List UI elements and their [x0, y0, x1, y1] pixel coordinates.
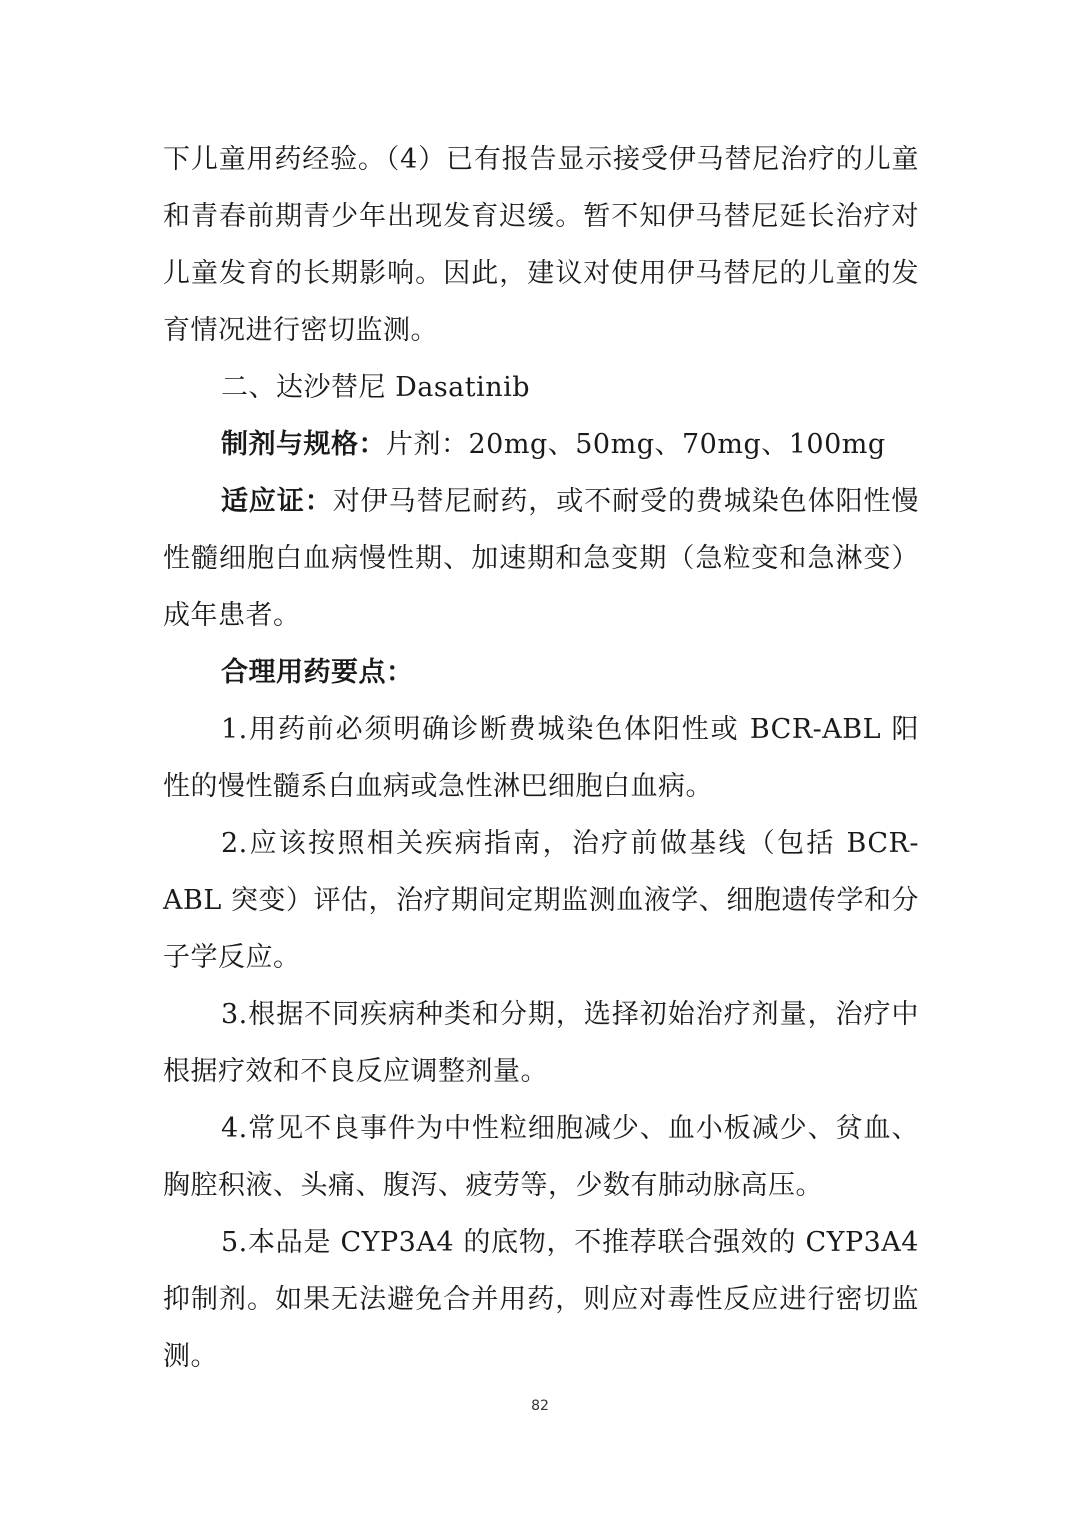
paragraph-key-points-heading — [163, 644, 919, 701]
page-number: 82 — [531, 1398, 549, 1414]
document-body — [163, 131, 919, 1385]
formulation-label: 制剂与规格： — [221, 429, 386, 460]
list-item-2: 2.应该按照相关疾病指南，治疗前做基线（包括 BCR-ABL 突变）评估，治疗期间定期监测血液学、细胞遗传学和分子学反应。 — [163, 828, 919, 973]
paragraph-continuation: 下儿童用药经验。（4）已有报告显示接受伊马替尼治疗的儿童和青春前期青少年出现发育迟缓。暂不知伊马替尼延长治疗对儿童发育的长期影响。因此，建议对使用伊马替尼的儿童的发育情况进行密切监测。 — [163, 144, 919, 346]
formulation-text: 片剂：20mg、50mg、70mg、100mg — [386, 429, 886, 460]
list-item-3: 3.根据不同疾病种类和分期，选择初始治疗剂量，治疗中根据疗效和不良反应调整剂量。 — [163, 999, 919, 1087]
section-heading-dasatinib: 二、达沙替尼 Dasatinib — [221, 372, 531, 403]
key-points-label: 合理用药要点： — [221, 657, 414, 688]
indications-text: 对伊马替尼耐药，或不耐受的费城染色体阳性慢性髓细胞白血病慢性期、加速期和急变期（急粒变和急淋变）成年患者。 — [163, 486, 919, 631]
indications-label: 适应证： — [221, 486, 333, 517]
list-item-1: 1.用药前必须明确诊断费城染色体阳性或 BCR-ABL 阳性的慢性髓系白血病或急性淋巴细胞白血病。 — [163, 714, 919, 802]
paragraph-formulation — [163, 416, 919, 473]
list-item-4: 4.常见不良事件为中性粒细胞减少、血小板减少、贫血、胸腔积液、头痛、腹泻、疲劳等，少数有肺动脉高压。 — [163, 1113, 919, 1201]
paragraph-indications — [163, 473, 919, 644]
list-item-5: 5.本品是 CYP3A4 的底物，不推荐联合强效的 CYP3A4 抑制剂。如果无法避免合并用药，则应对毒性反应进行密切监测。 — [163, 1227, 919, 1372]
